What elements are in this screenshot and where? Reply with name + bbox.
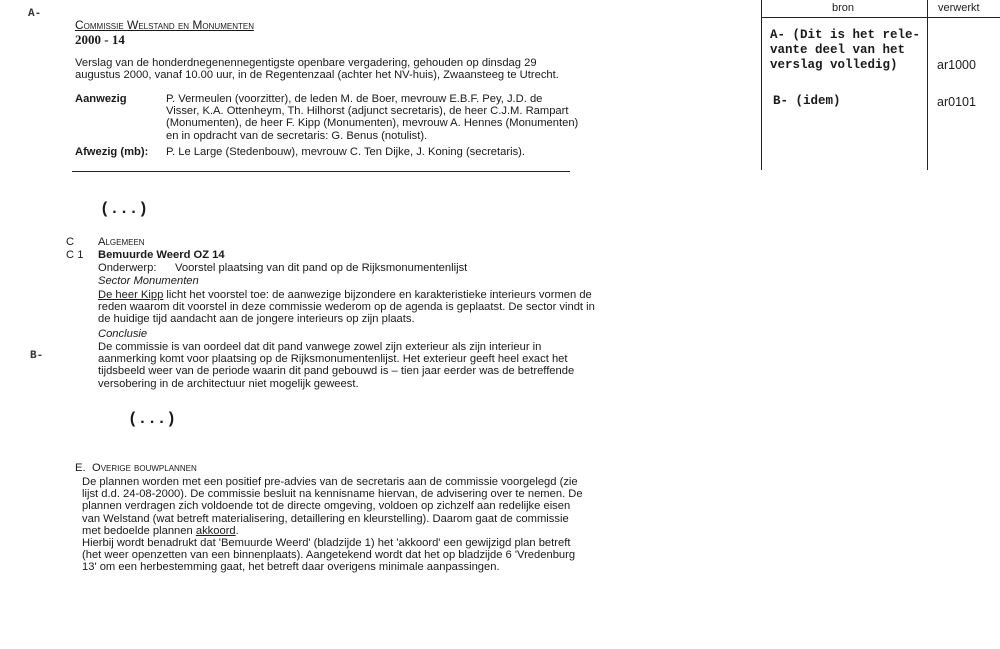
section-e-paragraph	[82, 476, 602, 574]
org-name: Commissie Welstand en Monumenten	[75, 18, 254, 32]
e-line: Hierbij wordt benadrukt dat 'Bemuurde Weerd' (bladzijde 1) het 'akkoord' een gewijzigd plan betreft	[82, 537, 571, 550]
akkoord-suffix: .	[235, 524, 239, 537]
marker-b: B-	[30, 350, 44, 362]
table-row-1-code: ar1000	[937, 58, 976, 72]
e-line: (het weer openzetten van een binnenplaats). Aangetekend wordt dat het op bladzijde 6 'Vredenburg	[82, 549, 576, 562]
e-line: lijst d.d. 24-08-2000). De commissie besluit na kennisname hiervan, de advisering over te nemen. De	[82, 488, 583, 501]
kipp-name: De heer Kipp	[98, 289, 164, 301]
intro-paragraph	[75, 57, 635, 81]
e-line: plannen verdragen zich voldoende tot de directe omgeving, voldoen op zichzelf aan redelijke eisen	[82, 500, 571, 513]
table-row-2-code: ar0101	[937, 95, 976, 109]
source-line: vante deel van het	[770, 43, 906, 57]
kipp-paragraph	[98, 289, 598, 326]
section-c-letter: C	[66, 236, 75, 248]
absent-label: Afwezig (mb):	[75, 146, 149, 158]
conclusion-line: aanmerking komt voor plaatsing op de Rijksmonumentenlijst. Het exterieur geeft heel exact het	[98, 353, 568, 366]
table-row-1-source	[770, 28, 920, 73]
present-line: P. Vermeulen (voorzitter), de leden M. de Boer, mevrouw E.B.F. Pey, J.D. de	[166, 93, 543, 105]
present-line: Visser, K.A. Ottenheym, Th. Hilhorst (adjunct secretaris), de heer C.J.M. Rampart	[166, 105, 569, 118]
section-e-letter: E.	[75, 462, 86, 474]
present-line: en in opdracht van de secretaris: G. Benus (notulist).	[166, 129, 428, 142]
kipp-line-text: licht het voorstel toe: de aanwezige bijzondere en karakteristieke interieurs vormen de	[163, 289, 592, 301]
source-line: verslag volledig)	[770, 58, 898, 72]
table-column-divider	[927, 0, 928, 170]
intro-line: augustus 2000, vanaf 10.00 uur, in de Regentenzaal (achter het NV-huis), Zwaansteeg te Utrecht.	[75, 69, 559, 82]
e-line: van Welstand (wat betreft materialisering, detaillering en kleurstelling). Daarom gaat de commissie	[82, 512, 569, 525]
section-e-title: Overige bouwplannen	[92, 462, 197, 474]
marker-a: A-	[28, 8, 42, 20]
akkoord-prefix: met bedoelde plannen	[82, 524, 196, 537]
table-left-border	[761, 0, 762, 170]
header-divider	[72, 171, 570, 172]
kipp-line: de huidige tijd aandacht aan de jongere interieurs op zijn plaats.	[98, 313, 415, 326]
absent-list: P. Le Large (Stedenbouw), mevrouw C. Ten Dijke, J. Koning (secretaris).	[166, 146, 525, 158]
conclusion-heading: Conclusie	[98, 328, 148, 340]
item-c1-title: Bemuurde Weerd OZ 14	[98, 249, 225, 261]
intro-line: Verslag van de honderdnegenennegentigste openbare vergadering, gehouden op dinsdag 29	[75, 57, 537, 69]
source-line: B- (idem)	[773, 94, 841, 108]
kipp-line	[98, 289, 598, 301]
section-c-title: Algemeen	[98, 236, 145, 248]
table-row-2-source	[773, 94, 841, 109]
subject-label: Onderwerp:	[98, 262, 157, 274]
present-line: (Monumenten), de heer F. Kipp (Monumenten), mevrouw A. Hennes (Monumenten)	[166, 117, 579, 130]
e-line: De plannen worden met een positief pre-advies van de secretaris aan de commissie voorgelegd (zie	[82, 476, 578, 488]
source-line: A- (Dit is het rele-	[770, 28, 921, 42]
conclusion-line: versobering in de architectuur niet mogelijk geweest.	[98, 377, 359, 390]
present-list	[166, 93, 606, 142]
item-c1-number: C 1	[66, 249, 84, 261]
e-line: 13' om een herbestemming gaat, het betreft daar overigens minimale aanpassingen.	[82, 561, 500, 574]
conclusion-paragraph	[98, 341, 598, 390]
table-header-processed: verwerkt	[938, 2, 980, 14]
conclusion-line: tijdsbeeld weer van de periode waarin dit pand gebouwd is – tien jaar eerder was de betreffende	[98, 365, 575, 378]
table-header-divider	[761, 17, 1000, 18]
ellipsis-2: (...)	[128, 410, 177, 428]
conclusion-line: De commissie is van oordeel dat dit pand vanwege zowel zijn exterieur als zijn interieur in	[98, 341, 542, 353]
kipp-line: reden waarom dit voorstel in deze commissie wederom op de agenda is geplaatst. De sector vindt in	[98, 301, 595, 314]
present-label: Aanwezig	[75, 93, 127, 105]
ellipsis-1: (...)	[100, 200, 149, 218]
table-header-source: bron	[832, 2, 855, 14]
meeting-number: 2000 - 14	[75, 32, 125, 47]
e-line	[82, 525, 602, 537]
sector-heading: Sector Monumenten	[98, 275, 199, 287]
akkoord-word: akkoord	[195, 524, 236, 537]
subject-text: Voorstel plaatsing van dit pand op de Rijksmonumentenlijst	[175, 262, 468, 274]
